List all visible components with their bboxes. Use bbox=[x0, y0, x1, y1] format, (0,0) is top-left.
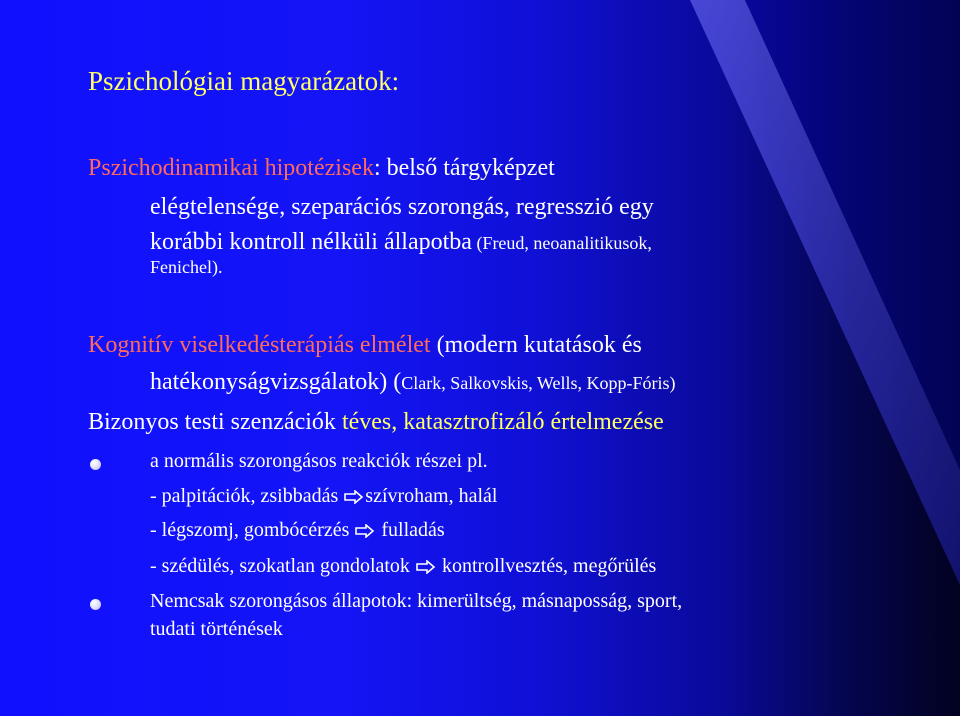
symptom-line-3: - szédülés, szokatlan gondolatok kontrollvesztés, megőrülés bbox=[150, 555, 657, 577]
bullet-icon bbox=[90, 599, 101, 610]
psychodynamic-line-3: korábbi kontroll nélküli állapotba (Freud, neoanalitikusok, bbox=[150, 229, 652, 255]
psychodynamic-line-4: Fenichel). bbox=[150, 257, 223, 277]
psychodynamic-line-1: Pszichodinamikai hipotézisek: belső tárgyképzet bbox=[88, 155, 555, 181]
bullet-text-2-line-2: tudati történések bbox=[150, 618, 283, 640]
cognitive-label: Kognitív viselkedésterápiás elmélet bbox=[88, 332, 431, 358]
cognitive-line-1: Kognitív viselkedésterápiás elmélet (modern kutatások és bbox=[88, 332, 642, 358]
arrow-right-icon bbox=[344, 490, 364, 504]
subtitle: Bizonyos testi szenzációk téves, katasztrofizáló értelmezése bbox=[88, 409, 664, 435]
arrow-right-icon bbox=[416, 560, 436, 574]
bullet-text-2-line-1: Nemcsak szorongásos állapotok: kimerültség, másnaposság, sport, bbox=[150, 590, 683, 612]
psychodynamic-label: Pszichodinamikai hipotézisek bbox=[88, 155, 374, 181]
slide-title: Pszichológiai magyarázatok: bbox=[88, 66, 400, 96]
bullet-icon bbox=[90, 459, 101, 470]
arrow-right-icon bbox=[355, 524, 375, 538]
psychodynamic-line-2: elégtelensége, szeparációs szorongás, regresszió egy bbox=[150, 194, 654, 220]
symptom-line-2: - légszomj, gombócérzés fulladás bbox=[150, 519, 445, 541]
cognitive-line-2: hatékonyságvizsgálatok) (Clark, Salkovskis, Wells, Kopp-Fóris) bbox=[150, 369, 676, 395]
symptom-line-1: - palpitációk, zsibbadás szívroham, halál bbox=[150, 485, 498, 507]
bullet-text-1: a normális szorongásos reakciók részei pl. bbox=[150, 450, 488, 472]
